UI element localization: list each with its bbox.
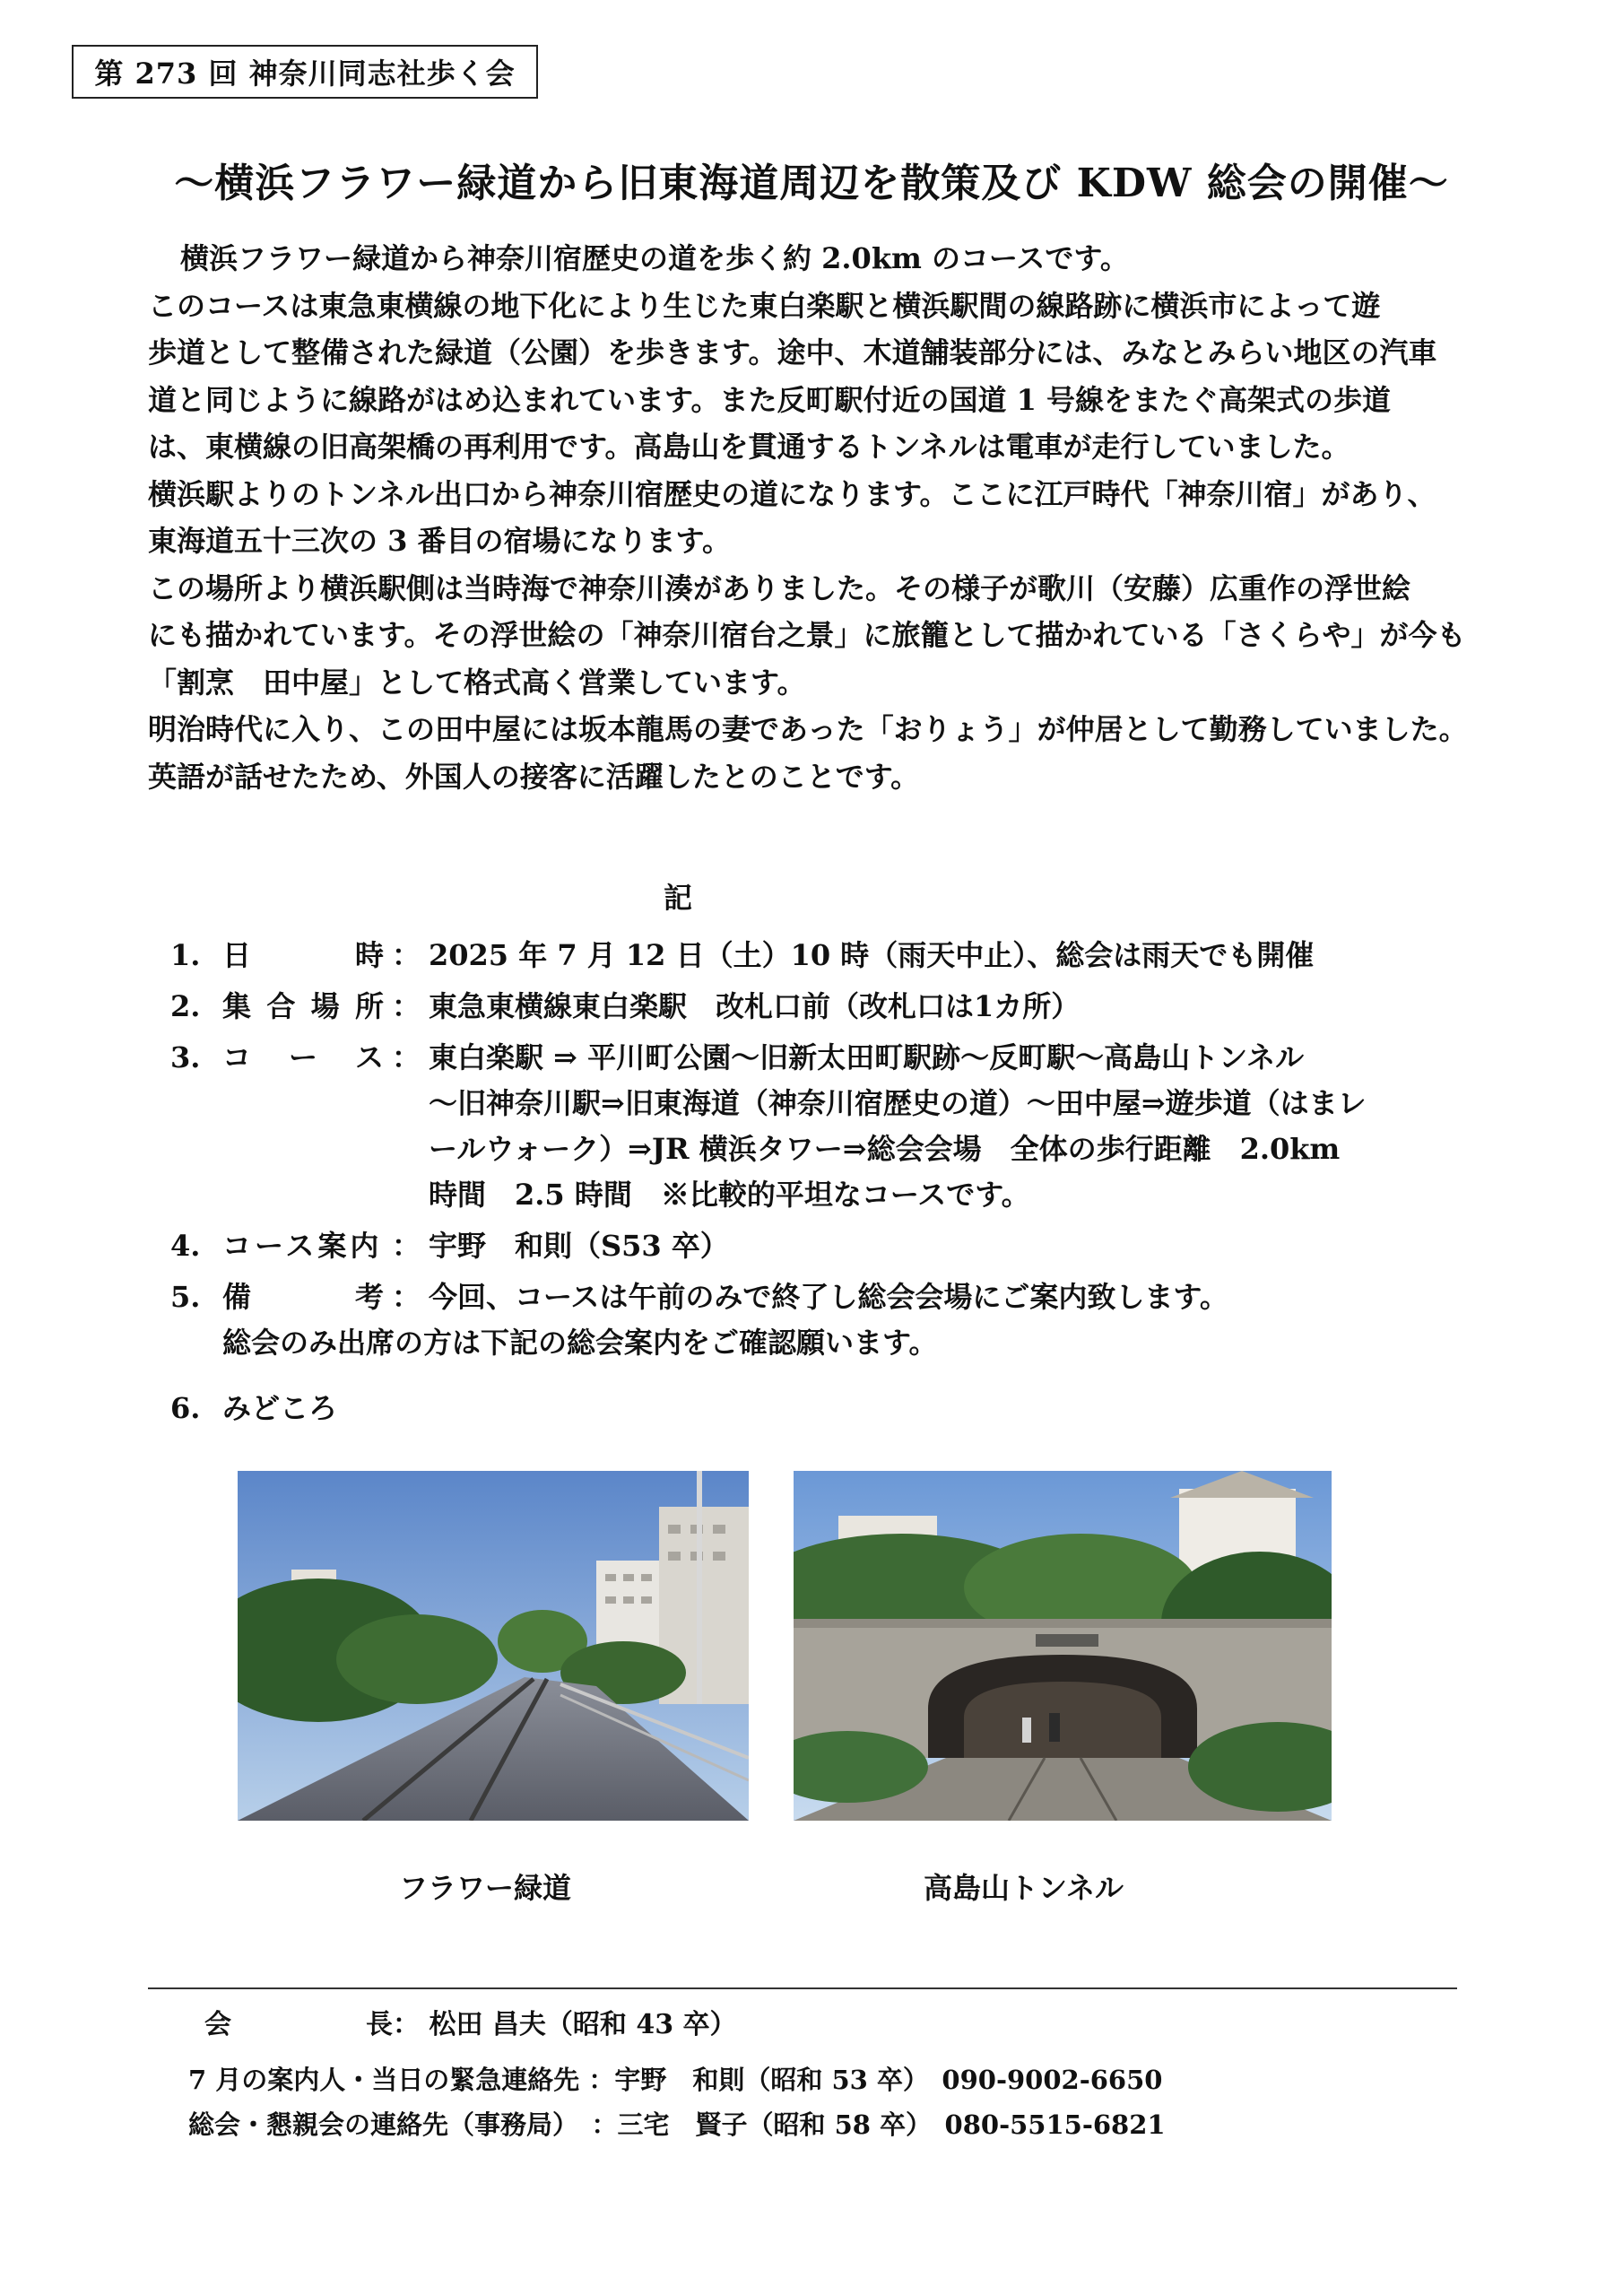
item-line: 宇野 和則（S53 卒） bbox=[429, 1229, 729, 1263]
item-colon: ： bbox=[391, 1280, 421, 1314]
item-number: 5. bbox=[170, 1280, 201, 1314]
intro-line: 道と同じように線路がはめ込まれています。また反町駅付近の国道 1 号線をまたぐ高架式の歩道 bbox=[148, 382, 1391, 417]
intro-line: 横浜フラワー緑道から神奈川宿歴史の道を歩く約 2.0km のコースです。 bbox=[180, 241, 1129, 275]
item-number: 6. bbox=[170, 1391, 201, 1425]
intro-line: にも描かれています。その浮世絵の「神奈川宿台之景」に旅籠として描かれている「さくらや」が今も bbox=[148, 618, 1466, 652]
intro-line: この場所より横浜駅側は当時海で神奈川湊がありました。その様子が歌川（安藤）広重作の浮世絵 bbox=[148, 570, 1411, 605]
detail-item-guide bbox=[170, 1223, 1426, 1269]
item-label: みどころ bbox=[222, 1391, 338, 1425]
item-number: 4. bbox=[170, 1229, 201, 1263]
label-char: 所 bbox=[354, 989, 384, 1023]
flower-greenway-photo bbox=[238, 1471, 749, 1821]
label-char: 集 bbox=[222, 989, 252, 1023]
intro-line: 明治時代に入り、この田中屋には坂本龍馬の妻であった「おりょう」が仲居として勤務していました。 bbox=[148, 712, 1468, 746]
label-char: 考 bbox=[354, 1280, 384, 1314]
item-colon: ： bbox=[391, 1229, 421, 1263]
detail-item-highlights bbox=[170, 1386, 1426, 1431]
item-line: 今回、コースは午前のみで終了し総会会場にご案内致します。 bbox=[429, 1280, 1228, 1314]
item-label bbox=[222, 1223, 384, 1269]
takashimayama-tunnel-photo bbox=[794, 1471, 1332, 1821]
item-line: 総会のみ出席の方は下記の総会案内をご確認願います。 bbox=[222, 1326, 938, 1360]
chair-label: 会 長： bbox=[204, 2009, 420, 2040]
label-char: 合 bbox=[266, 989, 296, 1023]
item-number: 3. bbox=[170, 1040, 201, 1074]
detail-item-course bbox=[170, 1035, 1426, 1218]
item-label bbox=[222, 984, 384, 1030]
notice-heading: 記 bbox=[664, 881, 693, 915]
flower-greenway-image bbox=[238, 1471, 749, 1821]
item-line: 時間 2.5 時間 ※比較的平坦なコースです。 bbox=[429, 1178, 1030, 1212]
photo-caption: フラワー緑道 bbox=[399, 1871, 572, 1905]
event-number-tag: 第 273 回 神奈川同志社歩く会 bbox=[72, 45, 538, 99]
detail-item-remarks bbox=[170, 1274, 1426, 1320]
tunnel-image bbox=[794, 1471, 1332, 1821]
intro-paragraph bbox=[148, 235, 1511, 800]
page-title: ～横浜フラワー緑道から旧東海道周辺を散策及び KDW 総会の開催～ bbox=[174, 161, 1449, 206]
detail-item-meeting-place bbox=[170, 984, 1426, 1030]
item-number: 2. bbox=[170, 989, 201, 1023]
label-char: ー bbox=[288, 1040, 317, 1074]
item-colon: ： bbox=[391, 1040, 421, 1074]
item-content bbox=[429, 933, 1426, 978]
intro-line: 歩道として整備された緑道（公園）を歩きます。途中、木道舗装部分には、みなとみらい地区の汽車 bbox=[148, 335, 1437, 370]
chair-name: 松田 昌夫（昭和 43 卒） bbox=[429, 2009, 737, 2040]
item-line: 東白楽駅 ⇒ 平川町公園～旧新太田町駅跡～反町駅～高島山トンネル bbox=[429, 1040, 1305, 1074]
item-line: ールウォーク）⇒JR 横浜タワー⇒総会会場 全体の歩行距離 2.0km bbox=[429, 1132, 1341, 1166]
chairperson-line bbox=[204, 2002, 737, 2041]
label-char: 備 bbox=[222, 1280, 252, 1314]
item-label bbox=[222, 933, 384, 978]
intro-line: 「割烹 田中屋」として格式高く営業しています。 bbox=[148, 665, 806, 700]
item-content bbox=[429, 984, 1426, 1030]
item-content bbox=[429, 1274, 1426, 1320]
item-content bbox=[222, 1320, 1426, 1366]
detail-item-date bbox=[170, 933, 1426, 978]
label-char: 場 bbox=[310, 989, 340, 1023]
detail-item-remarks-cont bbox=[170, 1320, 1426, 1366]
label-char: ス bbox=[354, 1040, 384, 1074]
details-list bbox=[170, 933, 1426, 1431]
label-char: 時 bbox=[354, 938, 384, 972]
office-contact-line: 総会・懇親会の連絡先（事務局） ：三宅 賢子（昭和 58 卒） 080-5515-6821 bbox=[188, 2109, 1166, 2140]
item-label bbox=[222, 1274, 384, 1320]
emergency-contact-line: 7 月の案内人・当日の緊急連絡先 ：宇野 和則（昭和 53 卒） 090-9002-6650 bbox=[188, 2065, 1163, 2095]
intro-line: 横浜駅よりのトンネル出口から神奈川宿歴史の道になります。ここに江戸時代「神奈川宿」があり、 bbox=[148, 476, 1436, 511]
photo-caption: 高島山トンネル bbox=[924, 1871, 1124, 1905]
item-line: ～旧神奈川駅⇒旧東海道（神奈川宿歴史の道）～田中屋⇒遊歩道（はまレ bbox=[429, 1086, 1367, 1120]
item-number: 1. bbox=[170, 938, 201, 972]
item-content bbox=[429, 1223, 1426, 1269]
item-content bbox=[429, 1035, 1426, 1218]
item-colon: ： bbox=[391, 989, 421, 1023]
intro-line: 東海道五十三次の 3 番目の宿場になります。 bbox=[148, 524, 731, 558]
intro-line: 英語が話せたため、外国人の接客に活躍したとのことです。 bbox=[148, 759, 920, 794]
intro-line: は、東横線の旧高架橋の再利用です。高島山を貫通するトンネルは電車が走行していました。 bbox=[148, 430, 1350, 464]
item-colon: ： bbox=[391, 938, 421, 972]
item-line: 2025 年 7 月 12 日（土）10 時（雨天中止）、総会は雨天でも開催 bbox=[429, 938, 1315, 972]
item-label bbox=[222, 1035, 384, 1081]
item-line: 東急東横線東白楽駅 改札口前（改札口は1カ所） bbox=[429, 989, 1081, 1023]
label-char: コ bbox=[222, 1040, 252, 1074]
footer-divider bbox=[148, 1987, 1457, 1989]
label-char: 日 bbox=[222, 938, 252, 972]
intro-line: このコースは東急東横線の地下化により生じた東白楽駅と横浜駅間の線路跡に横浜市によって遊 bbox=[148, 288, 1381, 323]
label-char: コース案内 bbox=[222, 1229, 383, 1263]
